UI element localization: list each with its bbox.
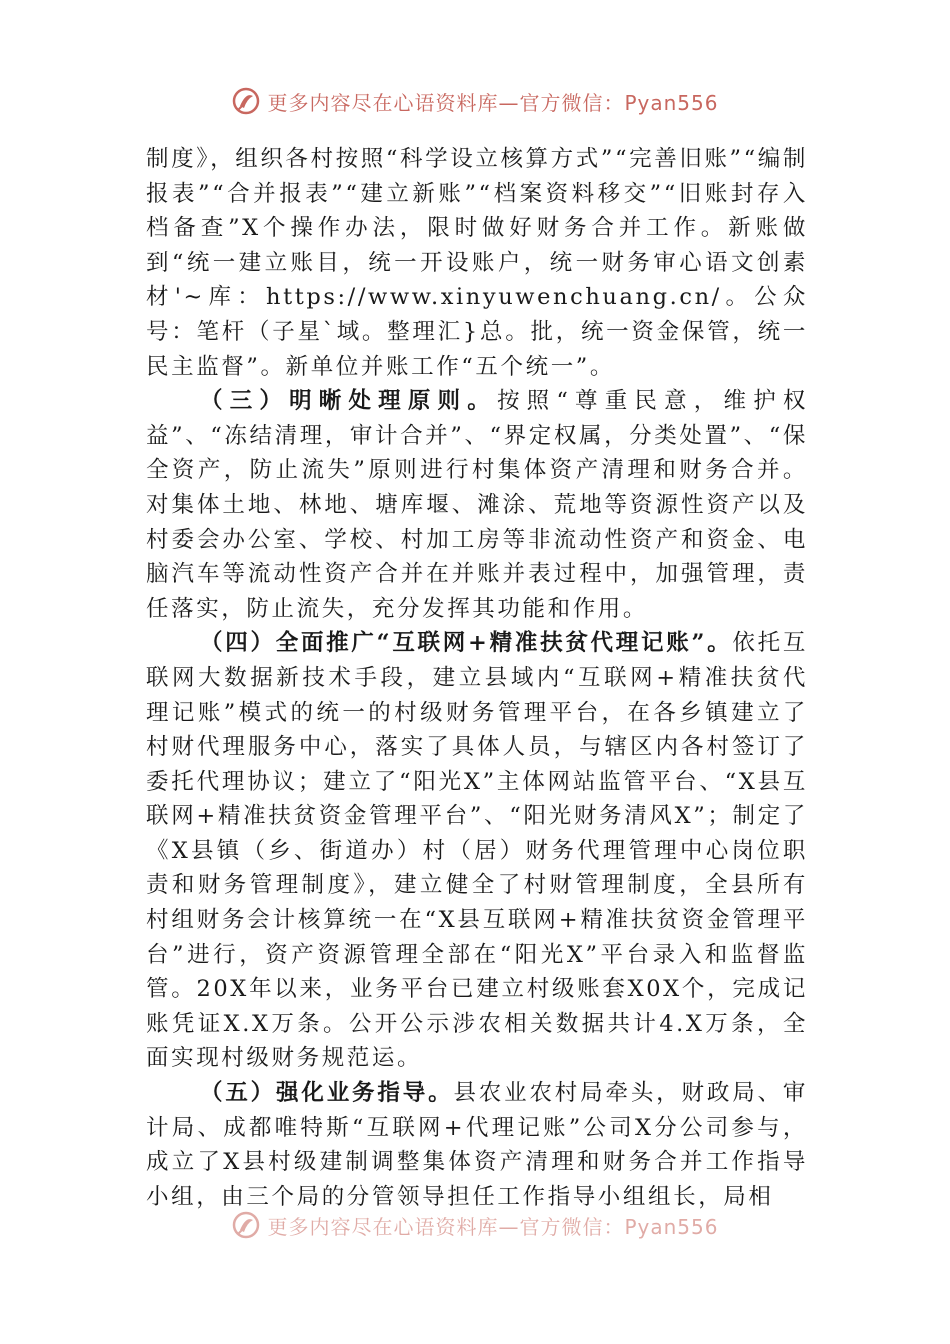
watermark-header	[0, 86, 950, 116]
paragraph-section-4	[146, 626, 808, 1076]
brand-logo-icon	[231, 86, 261, 116]
section-heading: （四）全面推广“互联网+精准扶贫代理记账”。	[200, 630, 733, 657]
paragraph-text: 依托互联网大数据新技术手段，建立县域内“互联网+精准扶贫代理记账”模式的统一的村级财务管理平台，在各乡镇建立了村财代理服务中心，落实了具体人员，与辖区内各村签订了委托代理协议；建立了“阳光X”主体网站监管平台、“X县互联网+精准扶贫资金管理平台”、“阳光财务清风X”；制定了《X县镇（乡、街道办）村（居）财务代理管理中心岗位职责和财务管理制度》，建立健全了村财管理制度，全县所有村组财务会计核算统一在“X县互联网+精准扶贫资金管理平台”进行，资产资源管理全部在“阳光X”平台录入和监督监管。20X年以来，业务平台已建立村级账套X0X个，完成记账凭证X.X万条。公开公示涉农相关数据共计4.X万条，全面实现村级财务规范运。	[146, 630, 808, 1072]
brand-logo-icon	[231, 1210, 261, 1240]
section-heading: （五）强化业务指导。	[200, 1080, 454, 1107]
paragraph-text: 按照“尊重民意，维护权益”、“冻结清理，审计合并”、“界定权属，分类处置”、“保全资产，防止流失”原则进行村集体资产清理和财务合并。对集体土地、林地、塘库堰、滩涂、荒地等资源性资产以及村委会办公室、学校、村加工房等非流动性资产和资金、电脑汽车等流动性资产合并在并账并表过程中，加强管理，责任落实，防止流失，充分发挥其功能和作用。	[146, 388, 808, 622]
section-heading: （三）明晰处理原则。	[200, 388, 497, 415]
paragraph-section-5	[146, 1076, 808, 1214]
paragraph-text: 制度》，组织各村按照“科学设立核算方式”“完善旧账”“编制报表”“合并报表”“建立新账”“档案资料移交”“旧账封存入档备查”X个操作办法，限时做好财务合并工作。新账做到“统一建立账目，统一开设账户，统一财务审心语文创素材'~库：https://www.xinyuwenchuang.cn/。公众号：笔杆（子星`域。整理汇}总。批，统一资金保管，统一民主监督”。新单位并账工作“五个统一”。	[146, 146, 808, 380]
paragraph-continuation	[146, 142, 808, 384]
paragraph-section-3	[146, 384, 808, 626]
watermark-footer	[0, 1210, 950, 1240]
document-body	[146, 142, 808, 1214]
watermark-text: 更多内容尽在心语资料库—官方微信：Pyan556	[267, 1214, 719, 1239]
paragraph-text: 县农业农村局牵头，财政局、审计局、成都唯特斯“互联网+代理记账”公司X分公司参与，成立了X县村级建制调整集体资产清理和财务合并工作指导小组，由三个局的分管领导担任工作指导小组组长，局相	[146, 1080, 808, 1210]
watermark-text: 更多内容尽在心语资料库—官方微信：Pyan556	[267, 90, 719, 115]
